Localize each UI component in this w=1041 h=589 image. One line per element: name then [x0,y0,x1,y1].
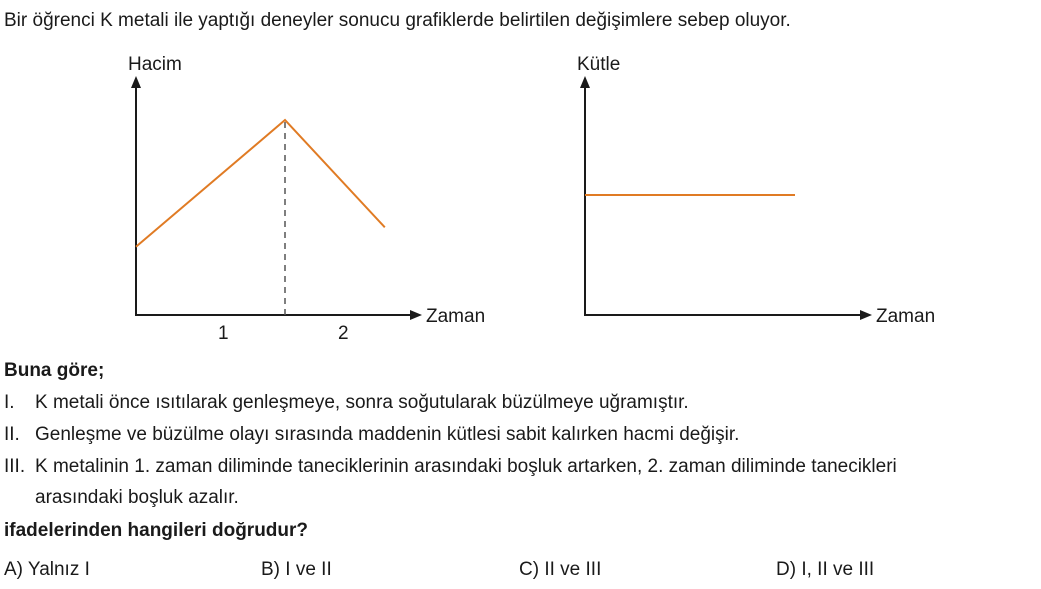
statement-3-continuation: arasındaki boşluk azalır. [35,487,239,508]
option-b[interactable]: B) I ve II [261,559,332,580]
question-intro: Bir öğrenci K metali ile yaptığı deneyler sonucu grafiklerde belirtilen değişimlere sebep oluyor. [4,10,791,31]
question-prompt: ifadelerinden hangileri doğrudur? [4,520,309,541]
option-d[interactable]: D) I, II ve III [776,559,875,580]
option-a[interactable]: A) Yalnız I [4,559,90,580]
mass-x-arrow-icon [860,310,872,320]
interval-label-1: 1 [218,323,229,340]
statement-1-number: I. [4,392,15,413]
volume-chart [128,54,485,340]
volume-x-label: Zaman [426,306,486,327]
mass-y-label: Kütle [577,54,621,75]
statement-3-number: III. [4,456,26,477]
volume-y-arrow-icon [131,76,141,88]
statement-2-text: Genleşme ve büzülme olayı sırasında maddenin kütlesi sabit kalırken hacmi değişir. [35,424,740,445]
mass-x-label: Zaman [876,306,936,327]
volume-series-line [136,120,385,247]
volume-x-arrow-icon [410,310,422,320]
statement-3-text: K metalinin 1. zaman diliminde taneciklerinin arasındaki boşluk artarken, 2. zaman diliminde tanecikleri [35,456,897,477]
option-c[interactable]: C) II ve III [519,559,602,580]
lead-text: Buna göre; [4,360,105,381]
interval-label-2: 2 [338,323,349,340]
statement-2-number: II. [4,424,20,445]
statement-1-text: K metali önce ısıtılarak genleşmeye, sonra soğutularak büzülmeye uğramıştır. [35,392,689,413]
mass-y-arrow-icon [580,76,590,88]
mass-chart [577,54,935,327]
volume-y-label: Hacim [128,54,182,75]
